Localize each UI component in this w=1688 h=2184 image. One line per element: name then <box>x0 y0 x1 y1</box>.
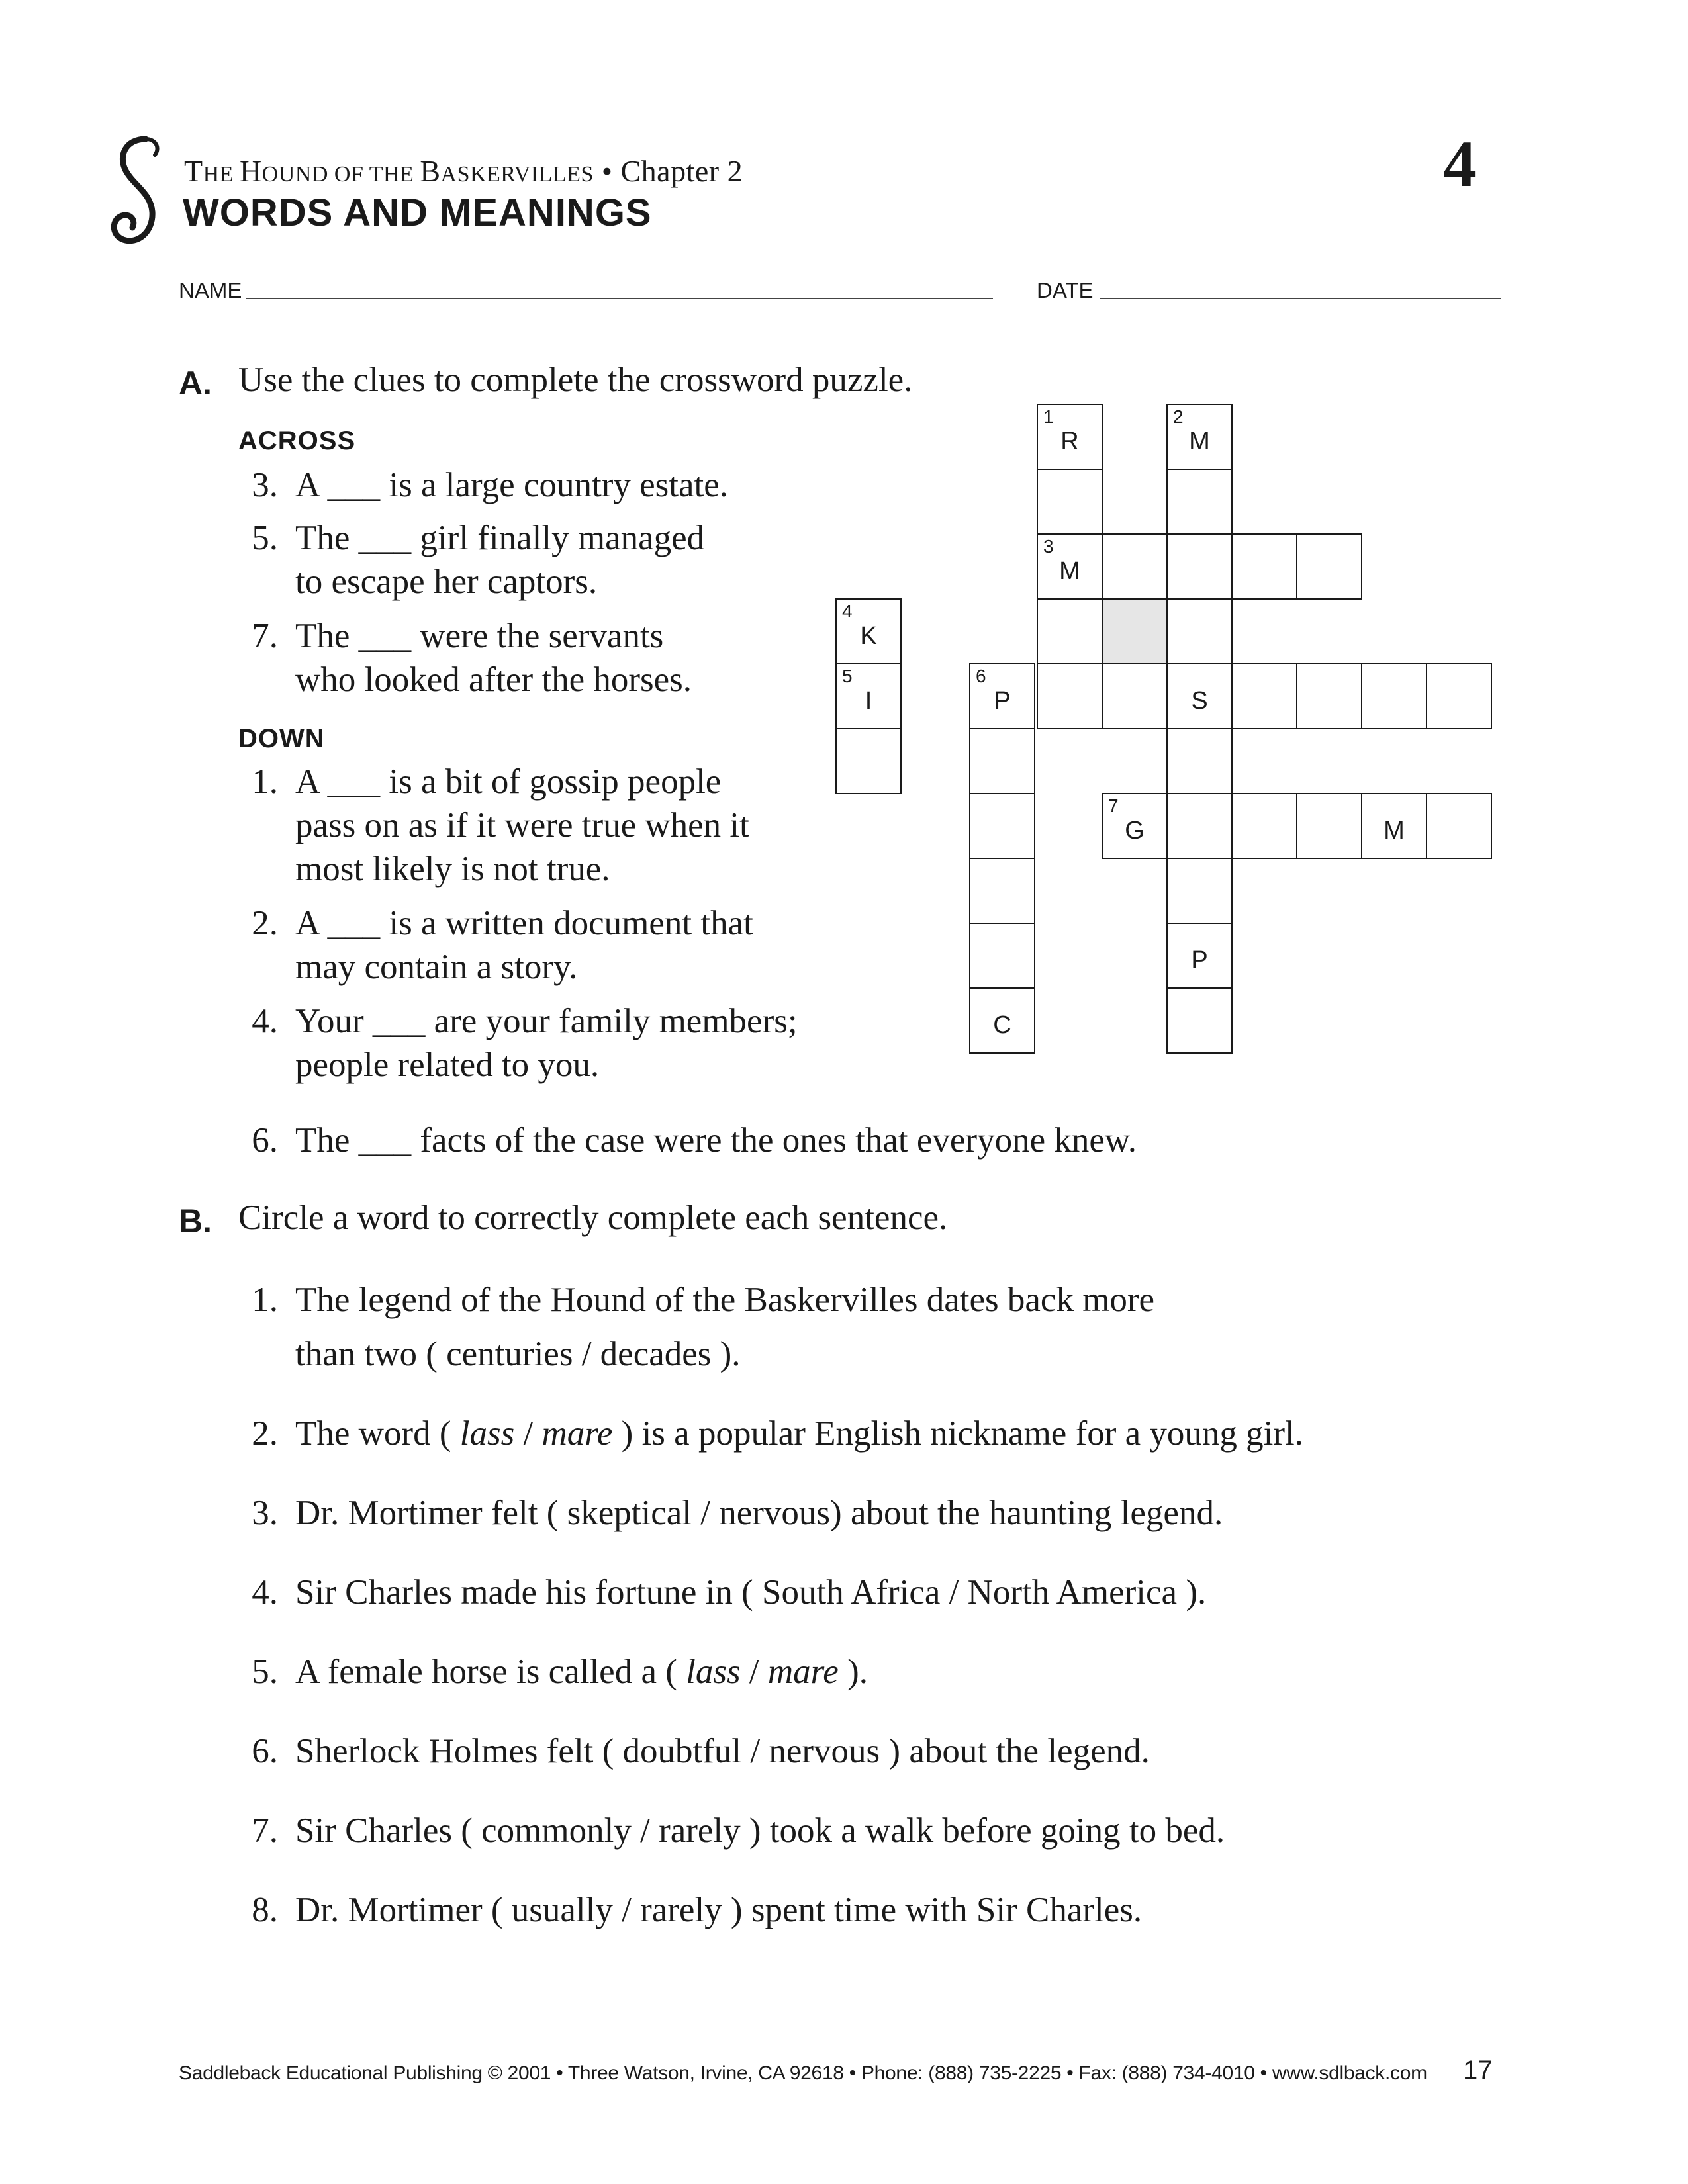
publisher-logo-icon <box>99 132 179 251</box>
crossword-cell[interactable] <box>1166 858 1233 924</box>
crossword-cell[interactable] <box>969 728 1035 794</box>
across-heading: ACROSS <box>238 426 356 455</box>
crossword-cell[interactable]: C <box>969 987 1035 1054</box>
option-lass[interactable]: lass <box>459 1414 515 1453</box>
crossword-cell[interactable]: 1 R <box>1037 404 1103 470</box>
crossword-cell[interactable] <box>1037 598 1103 664</box>
crossword-cell[interactable] <box>835 728 902 794</box>
crossword-block <box>1102 598 1168 664</box>
sheet-number: 4 <box>1443 127 1476 201</box>
down-heading: DOWN <box>238 724 325 753</box>
crossword-cell[interactable] <box>1166 469 1233 535</box>
crossword-cell[interactable]: M <box>1361 793 1427 859</box>
crossword-cell[interactable] <box>1166 533 1233 600</box>
crossword-cell[interactable] <box>1426 663 1492 729</box>
crossword-cell[interactable] <box>1426 793 1492 859</box>
section-a-letter: A. <box>179 365 212 402</box>
crossword-cell[interactable] <box>1361 663 1427 729</box>
crossword-cell[interactable] <box>1102 663 1168 729</box>
option-mare[interactable]: mare <box>767 1653 839 1691</box>
section-b-letter: B. <box>179 1203 212 1240</box>
crossword-cell[interactable] <box>1296 793 1362 859</box>
name-label: NAME <box>179 278 242 302</box>
publisher-footer: Saddleback Educational Publishing © 2001 • Three Watson, Irvine, CA 92618 • Phone: (888) 735-2225 • Fax: (888) 734-4010 • www.sdlback.com <box>179 2062 1427 2084</box>
crossword-cell[interactable] <box>1037 663 1103 729</box>
crossword-cell[interactable] <box>1037 469 1103 535</box>
crossword-cell[interactable]: 6 P <box>969 663 1035 729</box>
crossword-cell[interactable] <box>969 858 1035 924</box>
date-label: DATE <box>1037 278 1094 302</box>
crossword-cell[interactable] <box>1296 533 1362 600</box>
crossword-cell[interactable]: 5 I <box>835 663 902 729</box>
name-field[interactable] <box>246 298 993 299</box>
crossword-cell[interactable]: 2 M <box>1166 404 1233 470</box>
chapter-label: Chapter 2 <box>620 154 743 188</box>
crossword-cell[interactable] <box>1231 663 1297 729</box>
crossword-cell[interactable] <box>1296 663 1362 729</box>
crossword-cell[interactable]: 7 G <box>1102 793 1168 859</box>
crossword-cell[interactable]: P <box>1166 923 1233 989</box>
crossword-cell[interactable]: 4 K <box>835 598 902 664</box>
crossword-cell[interactable] <box>1166 793 1233 859</box>
crossword-cell[interactable] <box>1231 793 1297 859</box>
section-b-instruction: Circle a word to correctly complete each sentence. <box>238 1199 948 1237</box>
option-mare[interactable]: mare <box>541 1414 613 1453</box>
crossword-cell[interactable] <box>1166 598 1233 664</box>
crossword-cell[interactable] <box>1166 987 1233 1054</box>
crossword-cell[interactable] <box>1102 533 1168 600</box>
page-title: WORDS AND MEANINGS <box>183 191 652 234</box>
crossword-cell[interactable]: 3 M <box>1037 533 1103 600</box>
crossword-cell[interactable] <box>1166 728 1233 794</box>
page-number: 17 <box>1463 2056 1493 2085</box>
crossword-cell[interactable] <box>969 793 1035 859</box>
section-a-instruction: Use the clues to complete the crossword puzzle. <box>238 361 913 399</box>
crossword-cell[interactable]: S <box>1166 663 1233 729</box>
date-field[interactable] <box>1100 298 1501 299</box>
option-lass[interactable]: lass <box>686 1653 741 1691</box>
crossword-cell[interactable] <box>969 923 1035 989</box>
book-chapter-title: THE HOUND OF THE BASKERVILLES • Chapter 2 <box>184 154 743 188</box>
crossword-cell[interactable] <box>1231 533 1297 600</box>
